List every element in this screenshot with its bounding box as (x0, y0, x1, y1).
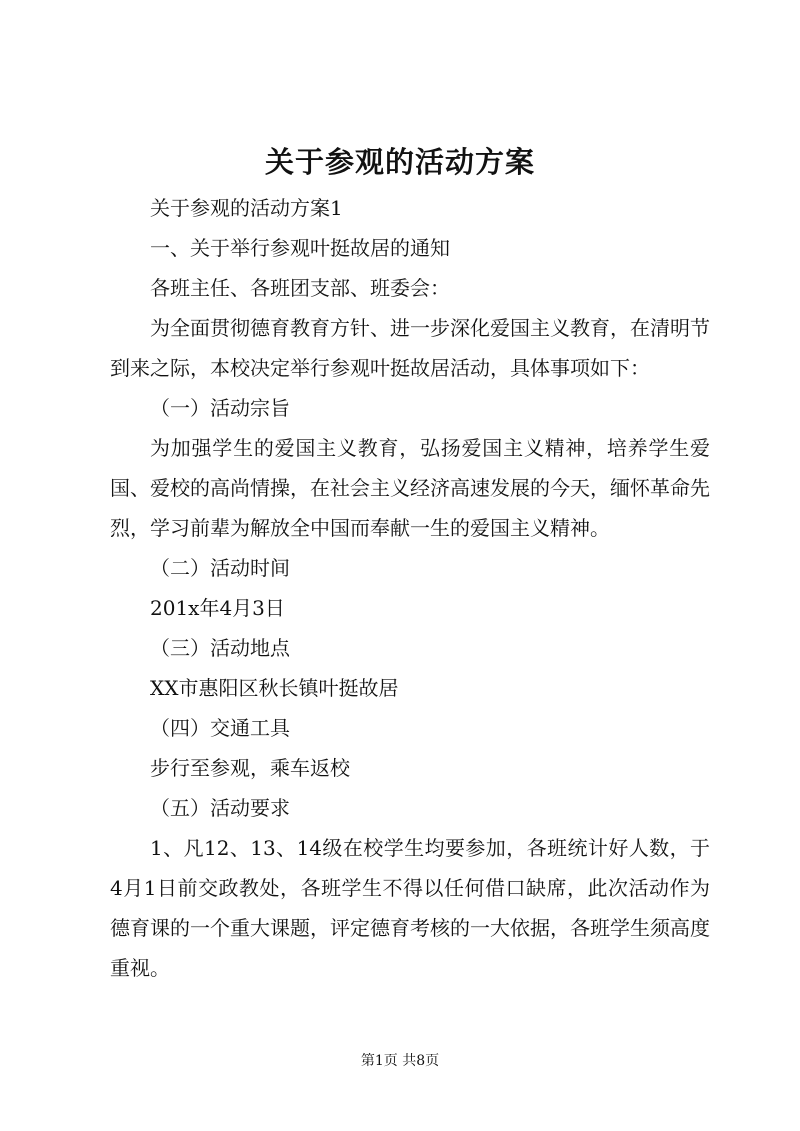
section-heading-purpose: （一）活动宗旨 (150, 396, 290, 420)
paragraph-intro: 为全面贯彻德育教育方针、进一步深化爱国主义教育，在清明节到来之际，本校决定举行参观叶挺故居活动，具体事项如下： (110, 316, 710, 380)
section-heading-transport: （四）交通工具 (150, 716, 290, 740)
page-footer: 第1页 共8页 (360, 1053, 440, 1069)
paragraph-notice-heading: 一、关于举行参观叶挺故居的通知 (150, 236, 450, 260)
document-title: 关于参观的活动方案 (264, 145, 535, 179)
paragraph-location: XX市惠阳区秋长镇叶挺故居 (150, 676, 399, 700)
section-heading-time: （二）活动时间 (150, 556, 290, 580)
paragraph-purpose: 为加强学生的爱国主义教育，弘扬爱国主义精神，培养学生爱国、爱校的高尚情操，在社会主义经济高速发展的今天，缅怀革命先烈，学习前辈为解放全中国而奉献一生的爱国主义精神。 (110, 436, 710, 540)
paragraph-addressees: 各班主任、各班团支部、班委会： (150, 276, 450, 300)
section-heading-location: （三）活动地点 (150, 636, 290, 660)
section-heading-requirements: （五）活动要求 (150, 796, 290, 820)
document-body (110, 188, 710, 988)
paragraph-time: 201x年4月3日 (150, 596, 285, 620)
paragraph-subtitle: 关于参观的活动方案1 (150, 196, 343, 220)
paragraph-requirements: 1、凡12、13、14级在校学生均要参加，各班统计好人数，于4月1日前交政教处，各班学生不得以任何借口缺席，此次活动作为德育课的一个重大课题，评定德育考核的一大依据，各班学生须高度重视。 (110, 836, 710, 980)
paragraph-transport: 步行至参观，乘车返校 (150, 756, 350, 780)
